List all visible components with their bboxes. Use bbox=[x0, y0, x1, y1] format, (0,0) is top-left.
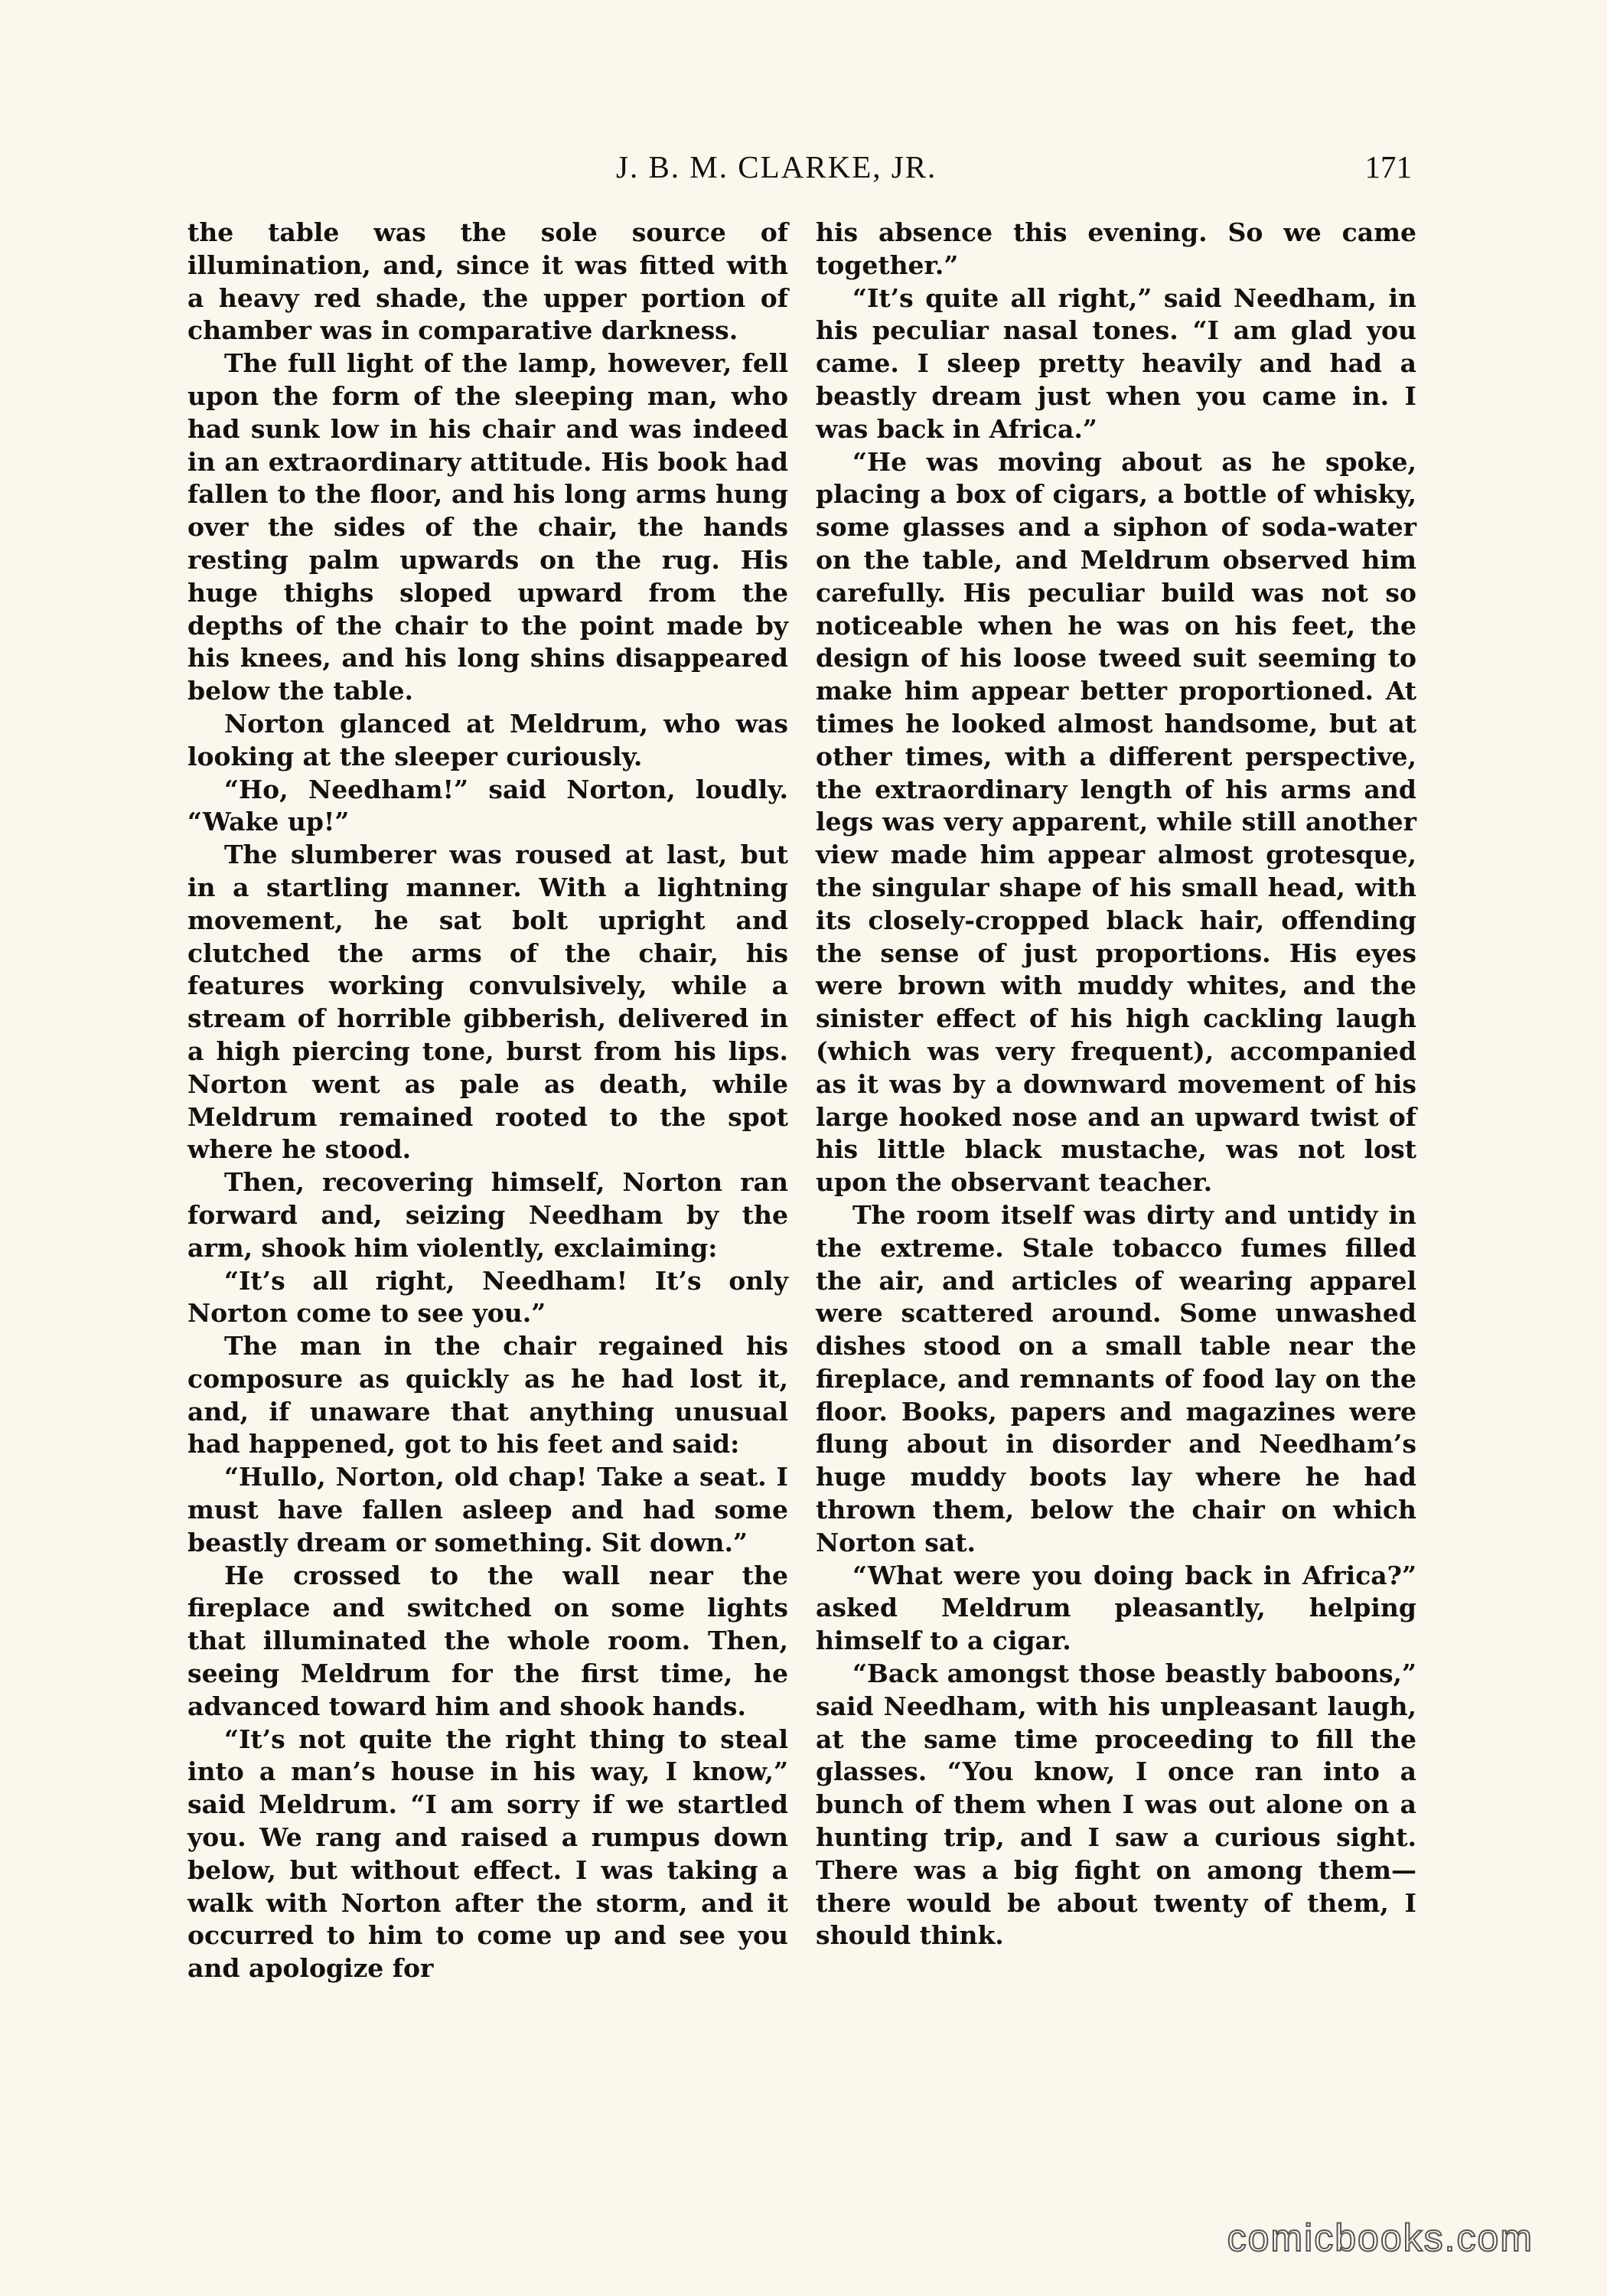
paragraph: “Ho, Needham!” said Norton, loudly. “Wake up!” bbox=[187, 774, 788, 837]
page-header bbox=[187, 148, 1412, 194]
running-head: J. B. M. CLARKE, JR. bbox=[616, 149, 937, 184]
left-column bbox=[187, 217, 788, 1985]
paragraph: “Back amongst those beastly baboons,” said Needham, with his unpleasant laugh, at the same time proceeding to fill the glasses. “You know, I once ran into a bunch of them when I was out alone on a hunting trip, and I saw a curious sight. There was a big fight on among them—there would be about twenty of them, I should think. bbox=[816, 1658, 1416, 1951]
paragraph: The slumberer was roused at last, but in a startling manner. With a lightning movement, he sat bolt upright and clutched the arms of the chair, his features working convulsively, while a stream of horrible gibberish, delivered in a high piercing tone, burst from his lips. Norton went as pale as death, while Meldrum remained rooted to the spot where he stood. bbox=[187, 840, 788, 1165]
paragraph: “It’s quite all right,” said Needham, in his peculiar nasal tones. “I am glad you came. I sleep pretty heavily and had a beastly dream just when you came in. I was back in Africa.” bbox=[816, 282, 1416, 444]
page-number: 171 bbox=[1364, 149, 1412, 184]
paragraph: “What were you doing back in Africa?” asked Meldrum pleasantly, helping himself to a cigar. bbox=[816, 1560, 1416, 1656]
paragraph: Then, recovering himself, Norton ran forward and, seizing Needham by the arm, shook him violently, exclaiming: bbox=[187, 1167, 788, 1263]
paragraph: The man in the chair regained his composure as quickly as he had lost it, and, if unaware that anything unusual had happened, got to his feet and said: bbox=[187, 1331, 788, 1459]
paragraph: “It’s all right, Needham! It’s only Norton come to see you.” bbox=[187, 1265, 788, 1329]
right-column bbox=[816, 217, 1416, 1952]
paragraph: “Hullo, Norton, old chap! Take a seat. I must have fallen asleep and had some beastly dream or something. Sit down.” bbox=[187, 1462, 788, 1557]
paragraph: The room itself was dirty and untidy in the extreme. Stale tobacco fumes filled the air, and articles of wearing apparel were scattered around. Some unwashed dishes stood on a small table near the fireplace, and remnants of food lay on the floor. Books, papers and magazines were flung about in disorder and Needham’s huge muddy boots lay where he had thrown them, below the chair on which Norton sat. bbox=[816, 1199, 1416, 1557]
paragraph: He crossed to the wall near the fireplace and switched on some lights that illuminated the whole room. Then, seeing Meldrum for the first time, he advanced toward him and shook hands. bbox=[187, 1560, 788, 1721]
paragraph: Norton glanced at Meldrum, who was looking at the sleeper curiously. bbox=[187, 708, 788, 771]
watermark-logo: comicbooks.com bbox=[1227, 2216, 1534, 2259]
paragraph: The full light of the lamp, however, fell upon the form of the sleeping man, who had sunk low in his chair and was indeed in an extraordinary attitude. His book had fallen to the floor, and his long arms hung over the sides of the chair, the hands resting palm upwards on the rug. His huge thighs sloped upward from the depths of the chair to the point made by his knees, and his long shins disappeared below the table. bbox=[187, 348, 788, 706]
paragraph: “He was moving about as he spoke, placing a box of cigars, a bottle of whisky, some glasses and a siphon of soda-water on the table, and Meldrum observed him carefully. His peculiar build was not so noticeable when he was on his feet, the design of his loose tweed suit seeming to make him appear better proportioned. At times he looked almost handsome, but at other times, with a different perspective, the extraordinary length of his arms and legs was very apparent, while still another view made him appear almost grotesque, the singular shape of his small head, with its closely-cropped black hair, offending the sense of just proportions. His eyes were brown with muddy whites, and the sinister effect of his high cackling laugh (which was very frequent), accompanied as it was by a downward movement of his large hooked nose and an upward twist of his little black mustache, was not lost upon the observant teacher. bbox=[816, 446, 1416, 1198]
paragraph: his absence this evening. So we came together.” bbox=[816, 217, 1416, 280]
paragraph: the table was the sole source of illumination, and, since it was fitted with a heavy red shade, the upper portion of chamber was in comparative darkness. bbox=[187, 217, 788, 346]
paragraph: “It’s not quite the right thing to steal into a man’s house in his way, I know,” said Meldrum. “I am sorry if we startled you. We rang and raised a rumpus down below, but without effect. I was taking a walk with Norton after the storm, and it occurred to him to come up and see you and apologize for bbox=[187, 1724, 788, 1984]
